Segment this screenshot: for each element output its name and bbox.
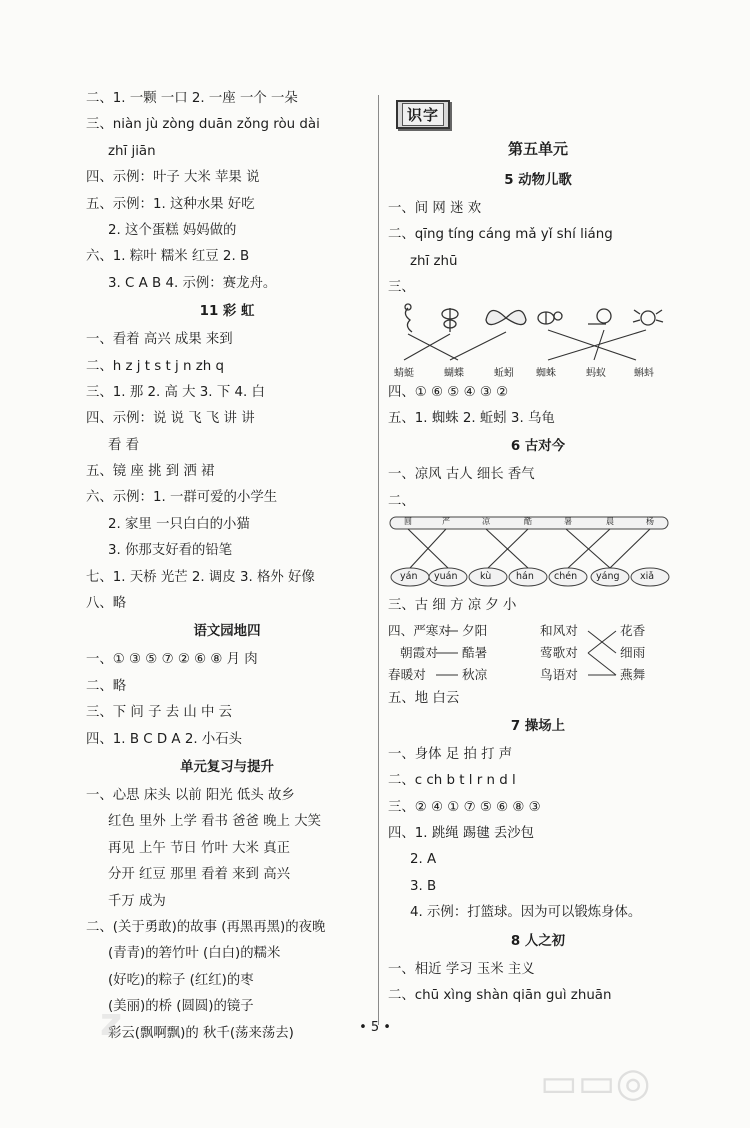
answer-line: 分开 红豆 那里 看着 来到 高兴 (108, 867, 290, 883)
section-title-playground: 7 操场上 (510, 718, 566, 734)
animal-matching-figure (388, 302, 688, 380)
answer-line: 一、① ③ ⑤ ⑦ ② ⑥ ⑧ 月 肉 (86, 652, 258, 668)
pair-right-a: 鸟语对 (540, 666, 578, 682)
section-title-three-character: 8 人之初 (510, 933, 566, 949)
answer-line: 3. B (410, 878, 437, 894)
answer-line: 4. 示例：打篮球。因为可以锻炼身体。 (410, 905, 642, 921)
answer-line: zhī zhū (410, 253, 458, 269)
snail-icon (588, 309, 611, 324)
answer-line: 红色 里外 上学 看书 爸爸 晚上 大笑 (108, 814, 322, 830)
answer-line: 六、1. 粽叶 糯米 红豆 2. B (86, 249, 250, 265)
pair-right-b: 细雨 (620, 644, 646, 660)
answer-line: 看 看 (108, 437, 140, 453)
pinyin-label: yáng (596, 571, 620, 583)
pair-right-b: 花香 (620, 622, 646, 638)
answer-line: 2. A (410, 852, 437, 868)
answer-line: 三、 (388, 280, 415, 296)
answer-line: 五、示例：1. 这种水果 好吃 (86, 196, 255, 212)
answer-line: (好吃)的粽子 (红红)的枣 (108, 972, 254, 988)
answer-line: 二、c ch b t l r n d l (388, 773, 516, 789)
left-column (86, 86, 368, 1047)
cloud-matching-figure (388, 515, 688, 593)
bee-icon (538, 312, 562, 324)
pinyin-label: hán (516, 571, 534, 583)
answer-line: zhī jiān (108, 143, 156, 159)
answer-line: 二、chū xìng shàn qiān guì zhuān (388, 988, 612, 1004)
spider-icon (633, 310, 663, 325)
answer-line: 二、略 (86, 678, 127, 694)
insect-icon (442, 308, 458, 332)
answer-line: 2. 这个蛋糕 妈妈做的 (108, 222, 237, 238)
char-label: 晨 (606, 517, 614, 527)
answer-line: 再见 上午 节日 竹叶 大米 真正 (108, 840, 290, 856)
answer-line: 3. C A B 4. 示例：赛龙舟。 (108, 275, 277, 291)
matching-lines (404, 330, 646, 360)
char-label: 杨 (646, 517, 654, 527)
literacy-tag (388, 92, 688, 132)
answer-line: 二、(关于勇敢)的故事 (再黑再黑)的夜晚 (86, 919, 326, 935)
pinyin-label: xiǎ (640, 571, 655, 583)
cloud-matching-lines (408, 529, 650, 568)
page-number: • 5 • (359, 1020, 391, 1035)
pair-mid: 酷暑 (462, 644, 488, 660)
pair-left: 朝霞对 (400, 644, 438, 660)
answer-line: 八、略 (86, 596, 127, 612)
answer-line: 一、身体 足 拍 打 声 (388, 746, 513, 762)
section-title-review: 单元复习与提升 (180, 759, 274, 775)
answer-line: 一、相近 学习 玉米 主义 (388, 961, 535, 977)
answer-line: 一、凉风 古人 细长 香气 (388, 467, 535, 483)
pinyin-label: yán (400, 571, 418, 583)
answer-line: 七、1. 天桥 光芒 2. 调皮 3. 格外 好像 (86, 569, 315, 585)
answer-line: (青青)的箬竹叶 (白白)的糯米 (108, 946, 281, 962)
pair-right-a: 莺歌对 (540, 644, 578, 660)
watermark-logo: ▭▭◎ (540, 1060, 651, 1106)
answer-line: 千万 成为 (108, 893, 166, 909)
pair-mid: 夕阳 (462, 622, 488, 638)
answer-line: 四、示例：叶子 大米 苹果 说 (86, 170, 260, 186)
watermark-logo: z (100, 1000, 123, 1044)
column-divider (378, 95, 379, 1025)
pinyin-label: yuán (434, 571, 458, 583)
answer-line: 五、地 白云 (388, 690, 460, 706)
answer-line: (美丽)的桥 (圆圆)的镜子 (108, 999, 254, 1015)
animal-label: 蜘蛛 (536, 367, 556, 379)
answer-line: 三、古 细 方 凉 夕 小 (388, 598, 517, 614)
literacy-tag-box (396, 100, 450, 129)
animal-label: 蚯蚓 (494, 367, 514, 379)
literacy-tag-label: 识字 (402, 103, 444, 126)
answer-line: 五、1. 蜘蛛 2. 蚯蚓 3. 乌龟 (388, 410, 555, 426)
animal-label: 蝴蝶 (444, 367, 464, 379)
char-label: 凉 (482, 517, 490, 527)
animal-label: 蜻蜓 (394, 367, 414, 379)
animal-label: 蚂蚁 (586, 367, 606, 379)
answer-line: 彩云(飘啊飘)的 秋千(荡来荡去) (108, 1025, 294, 1041)
answer-line: 一、心思 床头 以前 阳光 低头 故乡 (86, 787, 295, 803)
answer-line: 四、① ⑥ ⑤ ④ ③ ② (388, 384, 509, 400)
answer-line: 三、niàn jù zòng duān zǒng ròu dài (86, 117, 320, 133)
answer-line: 三、下 问 子 去 山 中 云 (86, 705, 233, 721)
pair-matching (388, 620, 688, 686)
answer-line: 一、看着 高兴 成果 来到 (86, 332, 233, 348)
pair-mid: 秋凉 (462, 666, 488, 682)
char-label: 暑 (564, 517, 572, 527)
answer-line: 四、1. 跳绳 踢毽 丢沙包 (388, 826, 535, 842)
answer-line: 四、示例：说 说 飞 飞 讲 讲 (86, 411, 255, 427)
section-title-rainbow: 11 彩 虹 (199, 304, 255, 320)
animal-label: 蝌蚪 (634, 367, 654, 379)
answer-line: 六、示例：1. 一群可爱的小学生 (86, 490, 278, 506)
pinyin-label: chén (554, 571, 578, 583)
section-title-garden: 语文园地四 (193, 624, 261, 640)
pair-right-b: 燕舞 (620, 666, 646, 682)
char-label: 酷 (524, 517, 532, 527)
right-column (388, 92, 688, 1009)
answer-line: 三、② ④ ① ⑦ ⑤ ⑥ ⑧ ③ (388, 799, 541, 815)
section-title-ancient-modern: 6 古对今 (510, 439, 566, 455)
unit-title: 第五单元 (507, 140, 568, 158)
answer-line: 二、h z j t s t j n zh q (86, 358, 225, 374)
char-label: 圆 (404, 517, 412, 527)
answer-line: 三、1. 那 2. 高 大 3. 下 4. 白 (86, 384, 265, 400)
section-title-animal-song: 5 动物儿歌 (504, 173, 572, 188)
butterfly-icon (486, 310, 526, 324)
pair-right-a: 和风对 (540, 622, 578, 638)
pair-left: 四、严寒对 (388, 622, 451, 638)
answer-line: 五、镜 座 挑 到 洒 裙 (86, 464, 215, 480)
char-label: 严 (442, 517, 450, 527)
pinyin-label: kù (480, 571, 492, 583)
answer-line: 二、1. 一颗 一口 2. 一座 一个 一朵 (86, 91, 298, 106)
dragonfly-icon (405, 304, 412, 332)
answer-line: 3. 你那支好看的铅笔 (108, 543, 233, 559)
answer-line: 2. 家里 一只白白的小猫 (108, 516, 250, 532)
answer-line: 二、 (388, 493, 415, 509)
answer-line: 二、qīng tíng cáng mǎ yǐ shí liáng (388, 227, 613, 243)
answer-line: 一、间 网 迷 欢 (388, 201, 482, 216)
answer-line: 四、1. B C D A 2. 小石头 (86, 731, 243, 747)
pair-left: 春暖对 (388, 666, 426, 682)
